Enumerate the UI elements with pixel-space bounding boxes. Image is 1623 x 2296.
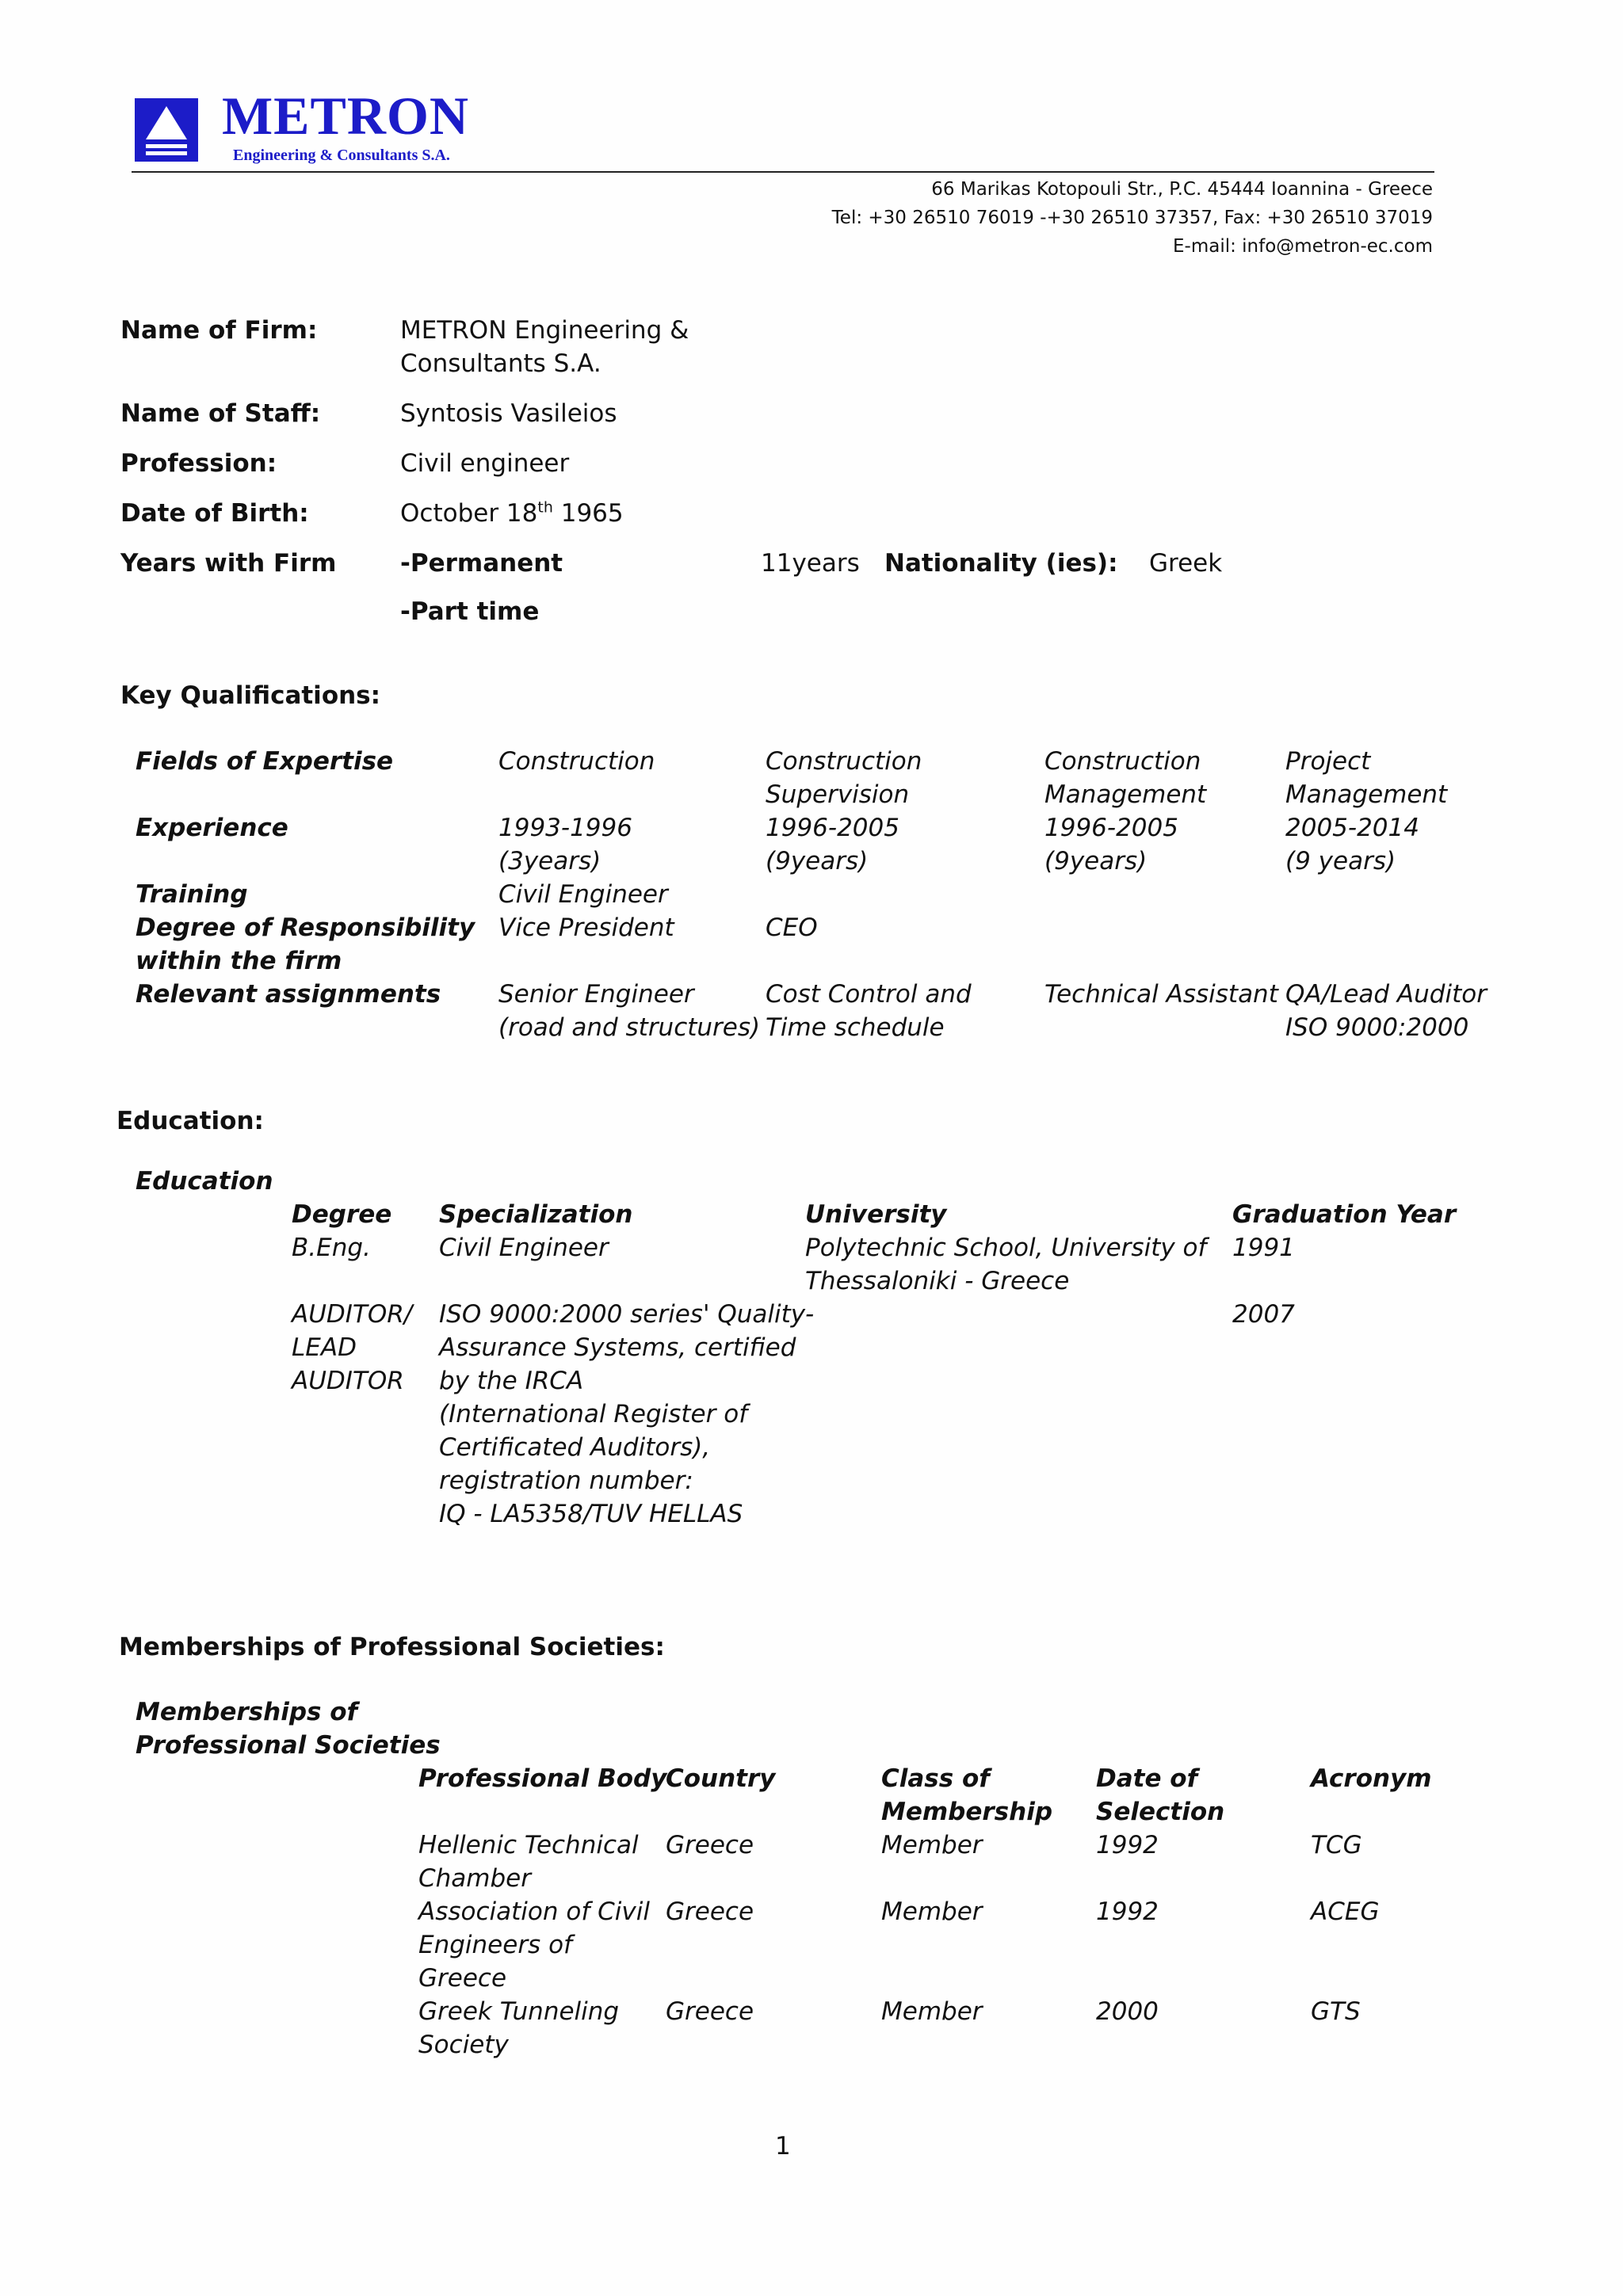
education-cell-specialization: Assurance Systems, certified [439, 1333, 796, 1362]
kq-cell: Civil Engineer [498, 880, 668, 909]
memberships-column-header: Membership [881, 1798, 1053, 1826]
education-cell-year: 2007 [1232, 1300, 1295, 1329]
staff-name-value: Syntosis Vasileios [400, 399, 617, 428]
kq-row-label: Fields of Expertise [136, 747, 394, 776]
kq-cell: (road and structures) [498, 1013, 761, 1042]
kq-cell: (9years) [766, 847, 869, 875]
kq-cell: 1996-2005 [1044, 814, 1178, 842]
company-address: 66 Marikas Kotopouli Str., P.C. 45444 Ioannina - Greece [931, 179, 1433, 200]
education-cell-specialization: registration number: [439, 1466, 693, 1495]
metron-logo-icon [135, 98, 198, 162]
education-cell-year: 1991 [1232, 1234, 1295, 1262]
membership-cell-class: Member [881, 1831, 983, 1859]
membership-cell-body: Greece [418, 1964, 507, 1993]
memberships-column-header: Professional Body [418, 1764, 667, 1793]
education-cell-degree: LEAD [292, 1333, 357, 1362]
kq-cell: Vice President [498, 913, 674, 942]
membership-cell-class: Member [881, 1897, 983, 1926]
membership-cell-country: Greece [666, 1997, 754, 2026]
kq-row-label: within the firm [136, 947, 342, 975]
kq-cell: Technical Assistant [1044, 980, 1278, 1009]
kq-cell: Cost Control and [766, 980, 972, 1009]
kq-cell: Management [1044, 780, 1207, 809]
education-cell-specialization: Certificated Auditors), [439, 1433, 711, 1462]
kq-cell: Construction [1044, 747, 1201, 776]
education-cell-university: - [805, 1300, 815, 1329]
date-of-birth-label: Date of Birth: [120, 499, 309, 528]
permanent-years-value: 11years [761, 549, 860, 578]
memberships-column-header: Selection [1096, 1798, 1225, 1826]
education-column-header: Graduation Year [1232, 1200, 1457, 1229]
education-cell-university: Polytechnic School, University of [805, 1234, 1207, 1262]
memberships-subheading-line1: Memberships of [136, 1698, 358, 1726]
education-subheading: Education [136, 1167, 273, 1196]
membership-cell-date: 1992 [1096, 1897, 1159, 1926]
firm-name-value-line2: Consultants S.A. [400, 349, 601, 378]
membership-cell-body: Society [418, 2031, 509, 2059]
kq-cell: (3years) [498, 847, 601, 875]
membership-cell-body: Engineers of [418, 1931, 572, 1959]
kq-row-label: Training [136, 880, 248, 909]
education-cell-degree: AUDITOR [292, 1367, 404, 1395]
part-time-label: -Part time [400, 597, 540, 626]
profession-value: Civil engineer [400, 449, 570, 478]
kq-cell: Time schedule [766, 1013, 945, 1042]
education-cell-specialization: IQ - LA5358/TUV HELLAS [439, 1500, 743, 1528]
membership-cell-class: Member [881, 1997, 983, 2026]
profession-label: Profession: [120, 449, 277, 478]
memberships-subheading-line2: Professional Societies [136, 1731, 441, 1760]
kq-cell: CEO [766, 913, 818, 942]
education-cell-specialization: by the IRCA [439, 1367, 584, 1395]
kq-cell: (9 years) [1285, 847, 1396, 875]
education-cell-specialization: Civil Engineer [439, 1234, 609, 1262]
kq-row-label: Experience [136, 814, 288, 842]
memberships-column-header: Date of [1096, 1764, 1198, 1793]
permanent-label: -Permanent [400, 549, 563, 578]
membership-cell-body: Chamber [418, 1864, 531, 1893]
kq-cell: QA/Lead Auditor [1285, 980, 1487, 1009]
company-phone: Tel: +30 26510 76019 -+30 26510 37357, Fax: +30 26510 37019 [831, 208, 1433, 228]
education-cell-degree: AUDITOR/ [292, 1300, 413, 1329]
kq-cell: Senior Engineer [498, 980, 694, 1009]
nationality-value: Greek [1149, 549, 1223, 578]
membership-cell-date: 2000 [1096, 1997, 1159, 2026]
company-logo-name: METRON [222, 86, 469, 146]
kq-cell: Construction [766, 747, 922, 776]
membership-cell-country: Greece [666, 1831, 754, 1859]
membership-cell-date: 1992 [1096, 1831, 1159, 1859]
membership-cell-acronym: ACEG [1311, 1897, 1380, 1926]
education-column-header: University [805, 1200, 947, 1229]
education-column-header: Degree [292, 1200, 392, 1229]
membership-cell-body: Association of Civil [418, 1897, 650, 1926]
membership-cell-acronym: TCG [1311, 1831, 1362, 1859]
company-logo-subtitle: Engineering & Consultants S.A. [233, 147, 450, 164]
years-with-firm-label: Years with Firm [120, 549, 337, 578]
education-cell-specialization: ISO 9000:2000 series' Quality [439, 1300, 806, 1329]
memberships-column-header: Class of [881, 1764, 990, 1793]
education-cell-specialization: (International Register of [439, 1400, 748, 1428]
memberships-column-header: Acronym [1311, 1764, 1432, 1793]
memberships-column-header: Country [666, 1764, 776, 1793]
education-cell-university: Thessaloniki - Greece [805, 1267, 1070, 1295]
kq-cell: 1996-2005 [766, 814, 899, 842]
membership-cell-body: Hellenic Technical [418, 1831, 639, 1859]
membership-cell-country: Greece [666, 1897, 754, 1926]
membership-cell-body: Greek Tunneling [418, 1997, 620, 2026]
page-number: 1 [775, 2132, 791, 2161]
kq-cell: Project [1285, 747, 1371, 776]
kq-cell: 1993-1996 [498, 814, 632, 842]
kq-cell: Management [1285, 780, 1448, 809]
key-qualifications-heading: Key Qualifications: [120, 681, 381, 710]
education-column-header: Specialization [439, 1200, 633, 1229]
header-divider [132, 171, 1434, 173]
kq-row-label: Relevant assignments [136, 980, 441, 1009]
kq-cell: (9years) [1044, 847, 1148, 875]
date-of-birth-value: October 18th 1965 [400, 498, 624, 528]
kq-cell: Supervision [766, 780, 910, 809]
education-cell-degree: B.Eng. [292, 1234, 371, 1262]
company-email: E-mail: info@metron-ec.com [1172, 236, 1433, 257]
nationality-label: Nationality (ies): [884, 549, 1118, 578]
firm-name-label: Name of Firm: [120, 316, 318, 345]
kq-cell: Construction [498, 747, 655, 776]
membership-cell-acronym: GTS [1311, 1997, 1361, 2026]
education-heading: Education: [116, 1107, 264, 1135]
memberships-heading: Memberships of Professional Societies: [119, 1633, 665, 1661]
kq-row-label: Degree of Responsibility [136, 913, 475, 942]
kq-cell: 2005-2014 [1285, 814, 1419, 842]
kq-cell: ISO 9000:2000 [1285, 1013, 1469, 1042]
staff-name-label: Name of Staff: [120, 399, 321, 428]
firm-name-value-line1: METRON Engineering & [400, 316, 689, 345]
